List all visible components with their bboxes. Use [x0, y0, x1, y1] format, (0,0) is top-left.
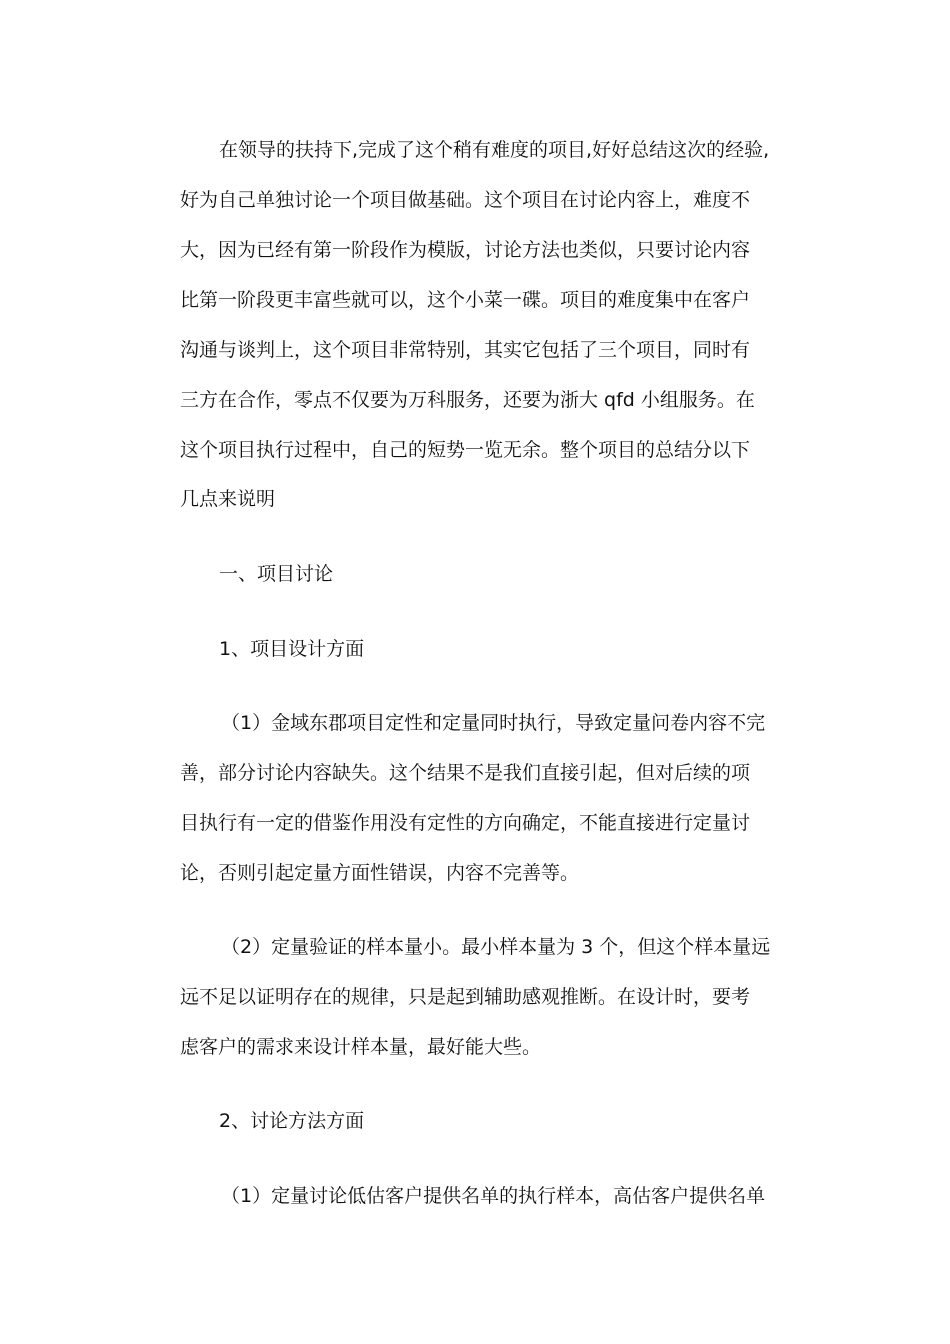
item-1-1-line-2: 善，部分讨论内容缺失。这个结果不是我们直接引起，但对后续的项: [180, 762, 751, 784]
item-2-1-line-1: （1）定量讨论低估客户提供名单的执行样本，高估客户提供名单: [221, 1185, 766, 1207]
sub-heading-1: 1、项目设计方面: [219, 638, 365, 660]
intro-line-6: 三方在合作，零点不仅要为万科服务，还要为浙大 qfd 小组服务。在: [180, 389, 755, 411]
item-1-2-line-2: 远不足以证明存在的规律，只是起到辅助感观推断。在设计时，要考: [180, 986, 751, 1008]
item-1-2-line-3: 虑客户的需求来设计样本量，最好能大些。: [180, 1036, 542, 1058]
sub-heading-2: 2、讨论方法方面: [219, 1110, 365, 1132]
section-heading-1: 一、项目讨论: [219, 563, 334, 585]
item-1-1-line-4: 论，否则引起定量方面性错误，内容不完善等。: [180, 862, 580, 884]
intro-line-5: 沟通与谈判上，这个项目非常特别，其实它包括了三个项目，同时有: [180, 339, 751, 361]
item-1-1-line-1: （1）金域东郡项目定性和定量同时执行，导致定量问卷内容不完: [221, 712, 766, 734]
intro-line-7: 这个项目执行过程中，自己的短势一览无余。整个项目的总结分以下: [180, 439, 751, 461]
intro-line-8: 几点来说明: [180, 488, 276, 510]
item-1-2-line-1: （2）定量验证的样本量小。最小样本量为 3 个，但这个样本量远: [221, 936, 771, 958]
intro-line-3: 大，因为已经有第一阶段作为模版，讨论方法也类似，只要讨论内容: [180, 239, 751, 261]
intro-line-2: 好为自己单独讨论一个项目做基础。这个项目在讨论内容上，难度不: [180, 189, 751, 211]
item-1-1-line-3: 目执行有一定的借鉴作用没有定性的方向确定，不能直接进行定量讨: [180, 812, 751, 834]
intro-line-1: 在领导的扶持下,完成了这个稍有难度的项目,好好总结这次的经验,: [219, 139, 770, 161]
intro-line-4: 比第一阶段更丰富些就可以，这个小菜一碟。项目的难度集中在客户: [180, 289, 751, 311]
